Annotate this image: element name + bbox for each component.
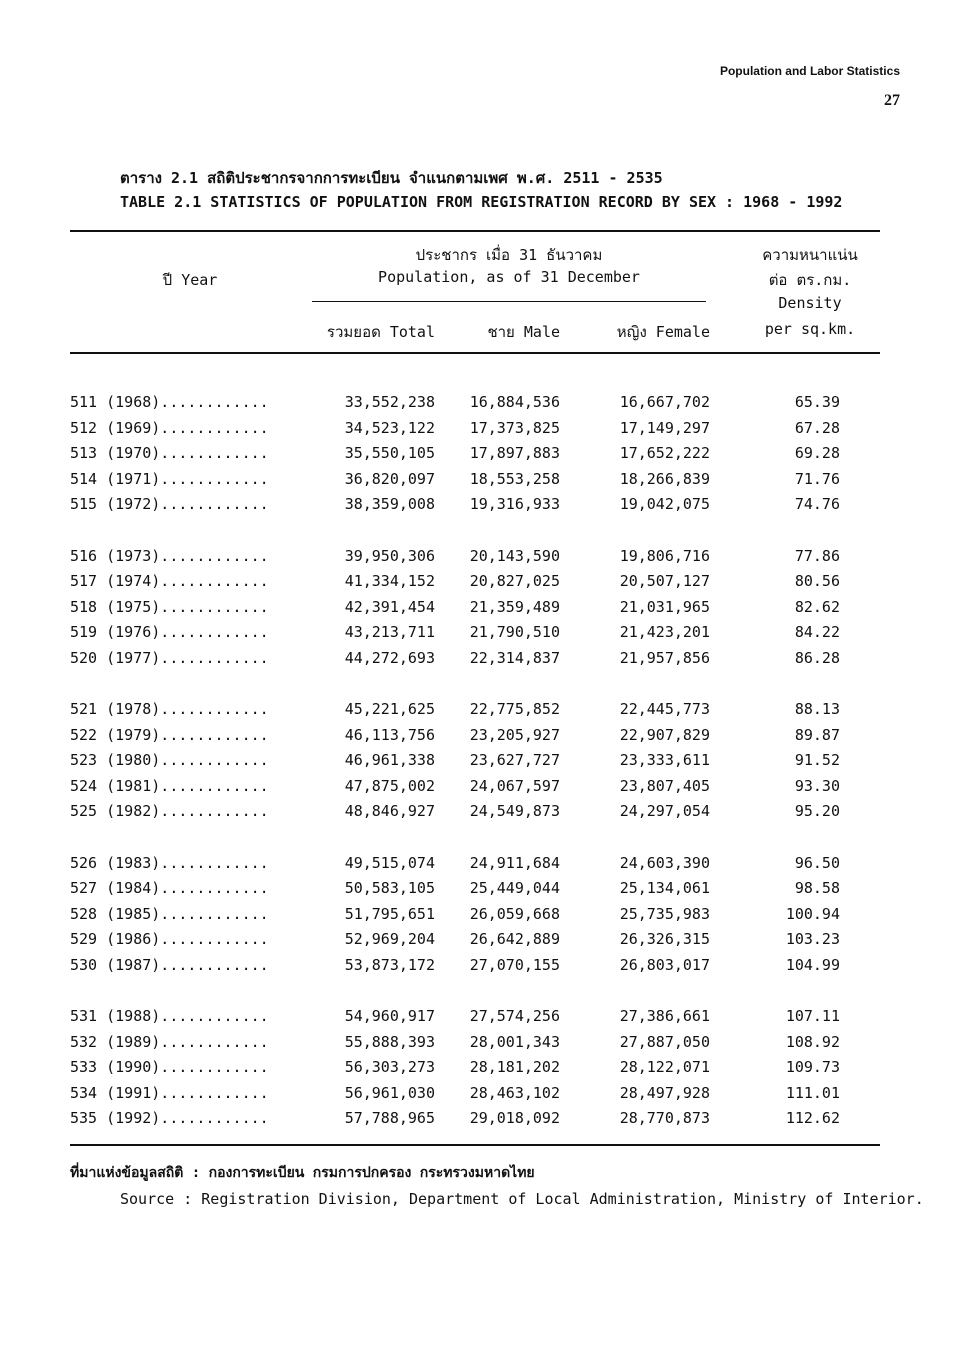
male-cell: 26,059,668 <box>469 904 560 923</box>
male-cell: 25,449,044 <box>469 879 560 897</box>
year-cell: 522 (1979)............ <box>70 725 269 744</box>
table-row <box>0 495 966 521</box>
table-row <box>0 598 966 624</box>
table-row <box>0 444 966 470</box>
table-title-thai: ตาราง 2.1 สถิติประชากรจากการทะเบียน จำแนกตามเพศ พ.ศ. 2511 - 2535 <box>120 169 663 187</box>
source-note-english: Source : Registration Division, Department of Local Administration, Ministry of Interior. <box>120 1190 924 1208</box>
total-cell: 44,272,693 <box>344 648 435 667</box>
male-cell: 24,067,597 <box>469 776 560 795</box>
female-cell: 28,122,071 <box>619 1058 710 1076</box>
female-cell: 17,149,297 <box>619 418 710 437</box>
year-cell: 519 (1976)............ <box>70 623 269 641</box>
table-row <box>0 572 966 598</box>
female-cell: 19,042,075 <box>619 495 710 513</box>
year-cell: 515 (1972)............ <box>70 495 269 513</box>
density-cell: 82.62 <box>794 597 840 616</box>
density-cell: 69.28 <box>794 444 840 462</box>
total-cell: 51,795,651 <box>344 904 435 923</box>
female-cell: 23,333,611 <box>619 751 710 769</box>
density-header-thai-1: ความหนาแน่น <box>762 246 858 264</box>
density-cell: 77.86 <box>794 546 840 565</box>
density-cell: 74.76 <box>794 495 840 513</box>
male-cell: 17,373,825 <box>469 418 560 437</box>
table-row <box>0 854 966 880</box>
row-group <box>0 1007 966 1135</box>
density-cell: 65.39 <box>794 393 840 411</box>
male-cell: 20,827,025 <box>469 572 560 590</box>
density-cell: 98.58 <box>794 879 840 897</box>
total-cell: 55,888,393 <box>344 1032 435 1051</box>
table-row <box>0 930 966 956</box>
male-cell: 27,070,155 <box>469 955 560 974</box>
total-cell: 57,788,965 <box>344 1109 435 1127</box>
row-group <box>0 547 966 675</box>
density-cell: 104.99 <box>785 955 840 974</box>
row-group <box>0 854 966 982</box>
density-cell: 109.73 <box>785 1058 840 1076</box>
table-row <box>0 649 966 675</box>
total-cell: 35,550,105 <box>344 444 435 462</box>
total-cell: 42,391,454 <box>344 597 435 616</box>
table-top-rule <box>70 230 880 232</box>
total-cell: 43,213,711 <box>344 623 435 641</box>
running-title: Population and Labor Statistics <box>719 64 900 78</box>
year-cell: 524 (1981)............ <box>70 776 269 795</box>
male-cell: 20,143,590 <box>469 546 560 565</box>
female-cell: 25,134,061 <box>619 879 710 897</box>
total-cell: 33,552,238 <box>344 393 435 411</box>
female-cell: 25,735,983 <box>619 904 710 923</box>
female-cell: 27,386,661 <box>619 1007 710 1025</box>
table-row <box>0 547 966 573</box>
female-cell: 21,423,201 <box>619 623 710 641</box>
total-cell: 38,359,008 <box>344 495 435 513</box>
table-header-rule <box>70 352 880 354</box>
total-cell: 47,875,002 <box>344 776 435 795</box>
female-cell: 17,652,222 <box>619 444 710 462</box>
density-cell: 71.76 <box>794 469 840 488</box>
table-row <box>0 393 966 419</box>
year-cell: 528 (1985)............ <box>70 904 269 923</box>
total-cell: 36,820,097 <box>344 469 435 488</box>
table-row <box>0 726 966 752</box>
table-row <box>0 777 966 803</box>
female-cell: 28,770,873 <box>619 1109 710 1127</box>
density-cell: 67.28 <box>794 418 840 437</box>
total-cell: 50,583,105 <box>344 879 435 897</box>
year-cell: 525 (1982)............ <box>70 802 269 820</box>
year-cell: 531 (1988)............ <box>70 1007 269 1025</box>
density-cell: 96.50 <box>794 853 840 872</box>
year-cell: 513 (1970)............ <box>70 444 269 462</box>
female-cell: 21,031,965 <box>619 597 710 616</box>
density-header-english-1: Density <box>778 294 842 312</box>
table-row <box>0 1109 966 1135</box>
female-cell: 26,803,017 <box>619 955 710 974</box>
population-header-rule <box>312 301 706 302</box>
density-cell: 93.30 <box>794 776 840 795</box>
male-cell: 24,911,684 <box>469 853 560 872</box>
density-cell: 108.92 <box>785 1032 840 1051</box>
female-cell: 21,957,856 <box>619 648 710 667</box>
density-cell: 103.23 <box>785 930 840 948</box>
density-cell: 88.13 <box>794 700 840 718</box>
table-row <box>0 1033 966 1059</box>
male-cell: 23,205,927 <box>469 725 560 744</box>
female-cell: 26,326,315 <box>619 930 710 948</box>
total-header: รวมยอด Total <box>326 323 435 341</box>
male-cell: 28,463,102 <box>469 1083 560 1102</box>
female-cell: 24,603,390 <box>619 853 710 872</box>
female-cell: 19,806,716 <box>619 546 710 565</box>
table-title-english: TABLE 2.1 STATISTICS OF POPULATION FROM REGISTRATION RECORD BY SEX : 1968 - 1992 <box>120 193 843 211</box>
year-cell: 521 (1978)............ <box>70 700 269 718</box>
female-header: หญิง Female <box>616 323 710 341</box>
total-cell: 34,523,122 <box>344 418 435 437</box>
density-header-english-2: per sq.km. <box>764 320 856 338</box>
male-cell: 27,574,256 <box>469 1007 560 1025</box>
female-cell: 24,297,054 <box>619 802 710 820</box>
year-cell: 518 (1975)............ <box>70 597 269 616</box>
total-cell: 45,221,625 <box>344 700 435 718</box>
year-cell: 534 (1991)............ <box>70 1083 269 1102</box>
year-cell: 527 (1984)............ <box>70 879 269 897</box>
year-cell: 512 (1969)............ <box>70 418 269 437</box>
female-cell: 22,907,829 <box>619 725 710 744</box>
male-cell: 21,790,510 <box>469 623 560 641</box>
male-cell: 18,553,258 <box>469 469 560 488</box>
source-note-thai: ที่มาแห่งข้อมูลสถิติ : กองการทะเบียน กรมการปกครอง กระทรวงมหาดไทย <box>70 1165 535 1181</box>
male-cell: 22,314,837 <box>469 648 560 667</box>
density-cell: 112.62 <box>785 1109 840 1127</box>
table-row <box>0 1084 966 1110</box>
table-row <box>0 700 966 726</box>
total-cell: 54,960,917 <box>344 1007 435 1025</box>
table-bottom-rule <box>70 1144 880 1146</box>
table-row <box>0 751 966 777</box>
density-cell: 89.87 <box>794 725 840 744</box>
table-row <box>0 1007 966 1033</box>
male-cell: 29,018,092 <box>469 1109 560 1127</box>
table-row <box>0 956 966 982</box>
female-cell: 18,266,839 <box>619 469 710 488</box>
table-body <box>0 393 966 1161</box>
density-cell: 95.20 <box>794 802 840 820</box>
table-row <box>0 1058 966 1084</box>
male-cell: 21,359,489 <box>469 597 560 616</box>
total-cell: 48,846,927 <box>344 802 435 820</box>
density-cell: 80.56 <box>794 572 840 590</box>
density-cell: 107.11 <box>785 1007 840 1025</box>
year-cell: 533 (1990)............ <box>70 1058 269 1076</box>
total-cell: 46,961,338 <box>344 751 435 769</box>
row-group <box>0 393 966 521</box>
year-cell: 530 (1987)............ <box>70 955 269 974</box>
male-cell: 28,181,202 <box>469 1058 560 1076</box>
table-row <box>0 623 966 649</box>
male-cell: 22,775,852 <box>469 700 560 718</box>
male-cell: 26,642,889 <box>469 930 560 948</box>
female-cell: 22,445,773 <box>619 700 710 718</box>
table-row <box>0 802 966 828</box>
density-cell: 91.52 <box>794 751 840 769</box>
table-row <box>0 419 966 445</box>
female-cell: 23,807,405 <box>619 776 710 795</box>
year-cell: 514 (1971)............ <box>70 469 269 488</box>
male-header: ชาย Male <box>487 323 560 341</box>
male-cell: 28,001,343 <box>469 1032 560 1051</box>
male-cell: 17,897,883 <box>469 444 560 462</box>
row-group <box>0 700 966 828</box>
total-cell: 41,334,152 <box>344 572 435 590</box>
female-cell: 20,507,127 <box>619 572 710 590</box>
male-cell: 23,627,727 <box>469 751 560 769</box>
female-cell: 16,667,702 <box>619 393 710 411</box>
male-cell: 19,316,933 <box>469 495 560 513</box>
total-cell: 56,961,030 <box>344 1083 435 1102</box>
year-cell: 520 (1977)............ <box>70 648 269 667</box>
total-cell: 53,873,172 <box>344 955 435 974</box>
total-cell: 49,515,074 <box>344 853 435 872</box>
year-cell: 516 (1973)............ <box>70 546 269 565</box>
population-header-thai: ประชากร เมื่อ 31 ธันวาคม <box>415 246 603 264</box>
total-cell: 52,969,204 <box>344 930 435 948</box>
density-cell: 86.28 <box>794 648 840 667</box>
total-cell: 39,950,306 <box>344 546 435 565</box>
male-cell: 16,884,536 <box>469 393 560 411</box>
year-header: ปี Year <box>162 271 218 289</box>
year-cell: 517 (1974)............ <box>70 572 269 590</box>
year-cell: 511 (1968)............ <box>70 393 269 411</box>
population-header-english: Population, as of 31 December <box>378 268 640 286</box>
female-cell: 28,497,928 <box>619 1083 710 1102</box>
total-cell: 46,113,756 <box>344 725 435 744</box>
total-cell: 56,303,273 <box>344 1058 435 1076</box>
year-cell: 535 (1992)............ <box>70 1109 269 1127</box>
year-cell: 532 (1989)............ <box>70 1032 269 1051</box>
table-row <box>0 470 966 496</box>
female-cell: 27,887,050 <box>619 1032 710 1051</box>
density-cell: 84.22 <box>794 623 840 641</box>
density-header-thai-2: ต่อ ตร.กม. <box>768 271 852 289</box>
density-cell: 100.94 <box>785 904 840 923</box>
year-cell: 529 (1986)............ <box>70 930 269 948</box>
year-cell: 526 (1983)............ <box>70 853 269 872</box>
table-row <box>0 879 966 905</box>
page-number: 27 <box>884 92 900 109</box>
table-row <box>0 905 966 931</box>
year-cell: 523 (1980)............ <box>70 751 269 769</box>
male-cell: 24,549,873 <box>469 802 560 820</box>
density-cell: 111.01 <box>785 1083 840 1102</box>
